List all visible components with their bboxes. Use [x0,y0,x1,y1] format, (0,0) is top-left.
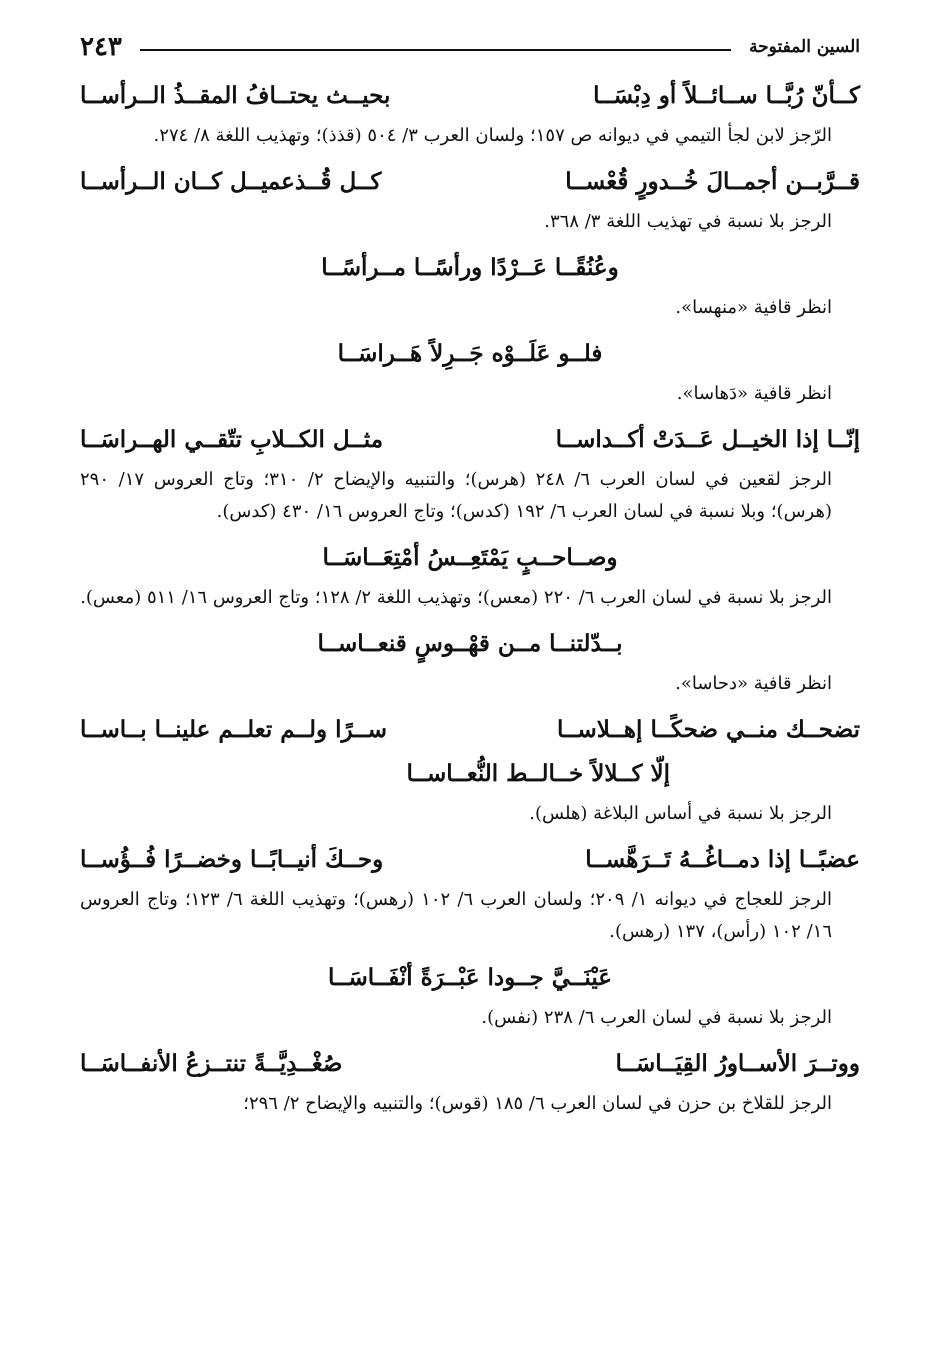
verse-continuation: إلّا كــلالاً خــالــط النُّعــاســا [406,760,670,787]
citation-note: انظر قافية «دَهاسا». [676,383,832,404]
verse-second-hemistich: وحــكَ أنيــابًــا وخضــرًا فُــؤُســا [80,846,384,873]
verse-line [80,420,860,460]
page-header [80,30,860,64]
verse-second-hemistich: كــل قُــذعميــل كــان الــرأســا [80,168,382,195]
citation-note: الرجز بلا نسبة في أساس البلاغة (هلس). [529,803,832,824]
verse-second-hemistich: صُغْــدِيَّــةً تنتــزعُ الأنفــاسَــا [80,1050,343,1077]
verse-single-hemistich: وعُنُقًــا عَــرْدًا ورأسًــا مــرأسًــا [321,254,619,281]
verse-first-hemistich: عضبًــا إذا دمــاغُــهُ تَــرَهَّســا [585,846,860,873]
verse-line [80,840,860,880]
citation-note: الرجز بلا نسبة في تهذيب اللغة ٣/ ٣٦٨. [544,211,832,232]
citation-note: الرّجز لابن لجأ التيمي في ديوانه ص ١٥٧؛ ولسان العرب ٣/ ٥٠٤ (قذذ)؛ وتهذيب اللغة ٨/ ٢٧٤. [153,125,832,146]
verse-line [80,76,860,116]
verse-entries [80,72,860,1126]
citation-note: الرجز بلا نسبة في لسان العرب ٦/ ٢٢٠ (معس)؛ وتهذيب اللغة ٢/ ١٢٨؛ وتاج العروس ١٦/ ٥١١ (معس). [80,587,832,608]
verse-line [80,1044,860,1084]
citation-note: الرجز للقلاخ بن حزن في لسان العرب ٦/ ١٨٥ (قوس)؛ والتنبيه والإيضاح ٢/ ٢٩٦؛ [243,1093,832,1114]
verse-second-hemistich: بحيــث يحتــافُ المقــذُ الــرأســا [80,82,391,109]
running-title: السين المفتوحة [749,37,860,57]
verse-second-hemistich: ســرًا ولــم تعلــم علينــا بــاســا [80,716,387,743]
verse-first-hemistich: تضحــك منــي ضحكًــا إهــلاســا [556,716,860,743]
citation-note: الرجز بلا نسبة في لسان العرب ٦/ ٢٣٨ (نفس). [481,1007,832,1028]
verse-single-hemistich: وصــاحــبٍ يَمْتَعِــسُ أمْتِعَــاسَــا [322,544,618,571]
citation-note: الرجز للعجاج في ديوانه ١/ ٢٠٩؛ ولسان العرب ٦/ ١٠٢ (رهس)؛ وتهذيب اللغة ٦/ ١٢٣؛ وتاج العروس ١٦/ ١٠٢ (رأس)، ١٣٧ (رهس). [80,889,832,942]
verse-line [80,710,860,750]
verse-single-hemistich: فلــو عَلَــوْه جَــرِلاً هَــراسَــا [337,340,603,367]
verse-first-hemistich: قــرَّبــن أجمــالَ خُــدورٍ قُعْســا [565,168,860,195]
verse-line [80,162,860,202]
citation-note: انظر قافية «دحاسا». [675,673,832,694]
verse-second-hemistich: مثــل الكــلابِ تتّقــي الهــراسَــا [80,426,384,453]
page-number: ٢٤٣ [80,32,122,62]
verse-first-hemistich: كــأنّ رُبَّــا ســائــلاً أو دِبْسَــا [593,82,860,109]
verse-first-hemistich: ووتــرَ الأســاورُ القِيَــاسَــا [615,1050,860,1077]
header-rule [140,49,731,51]
verse-single-hemistich: بــدّلتنــا مــن قهْــوسٍ قنعــاســا [317,630,623,657]
citation-note: انظر قافية «منهسا». [675,297,832,318]
verse-single-hemistich: عَيْنَــيَّ جــودا عَبْــرَةً أنْفَــاسَــا [327,964,613,991]
verse-first-hemistich: إنّــا إذا الخيــل عَــدَتْ أكــداســا [555,426,860,453]
citation-note: الرجز لقعين في لسان العرب ٦/ ٢٤٨ (هرس)؛ والتنبيه والإيضاح ٢/ ٣١٠؛ وتاج العروس ١٧/ ٢٩٠ (هرس)؛ وبلا نسبة في لسان العرب ٦/ ١٩٢ (كدس)؛ وتاج العروس ١٦/ ٤٣٠ (كدس). [80,469,832,522]
